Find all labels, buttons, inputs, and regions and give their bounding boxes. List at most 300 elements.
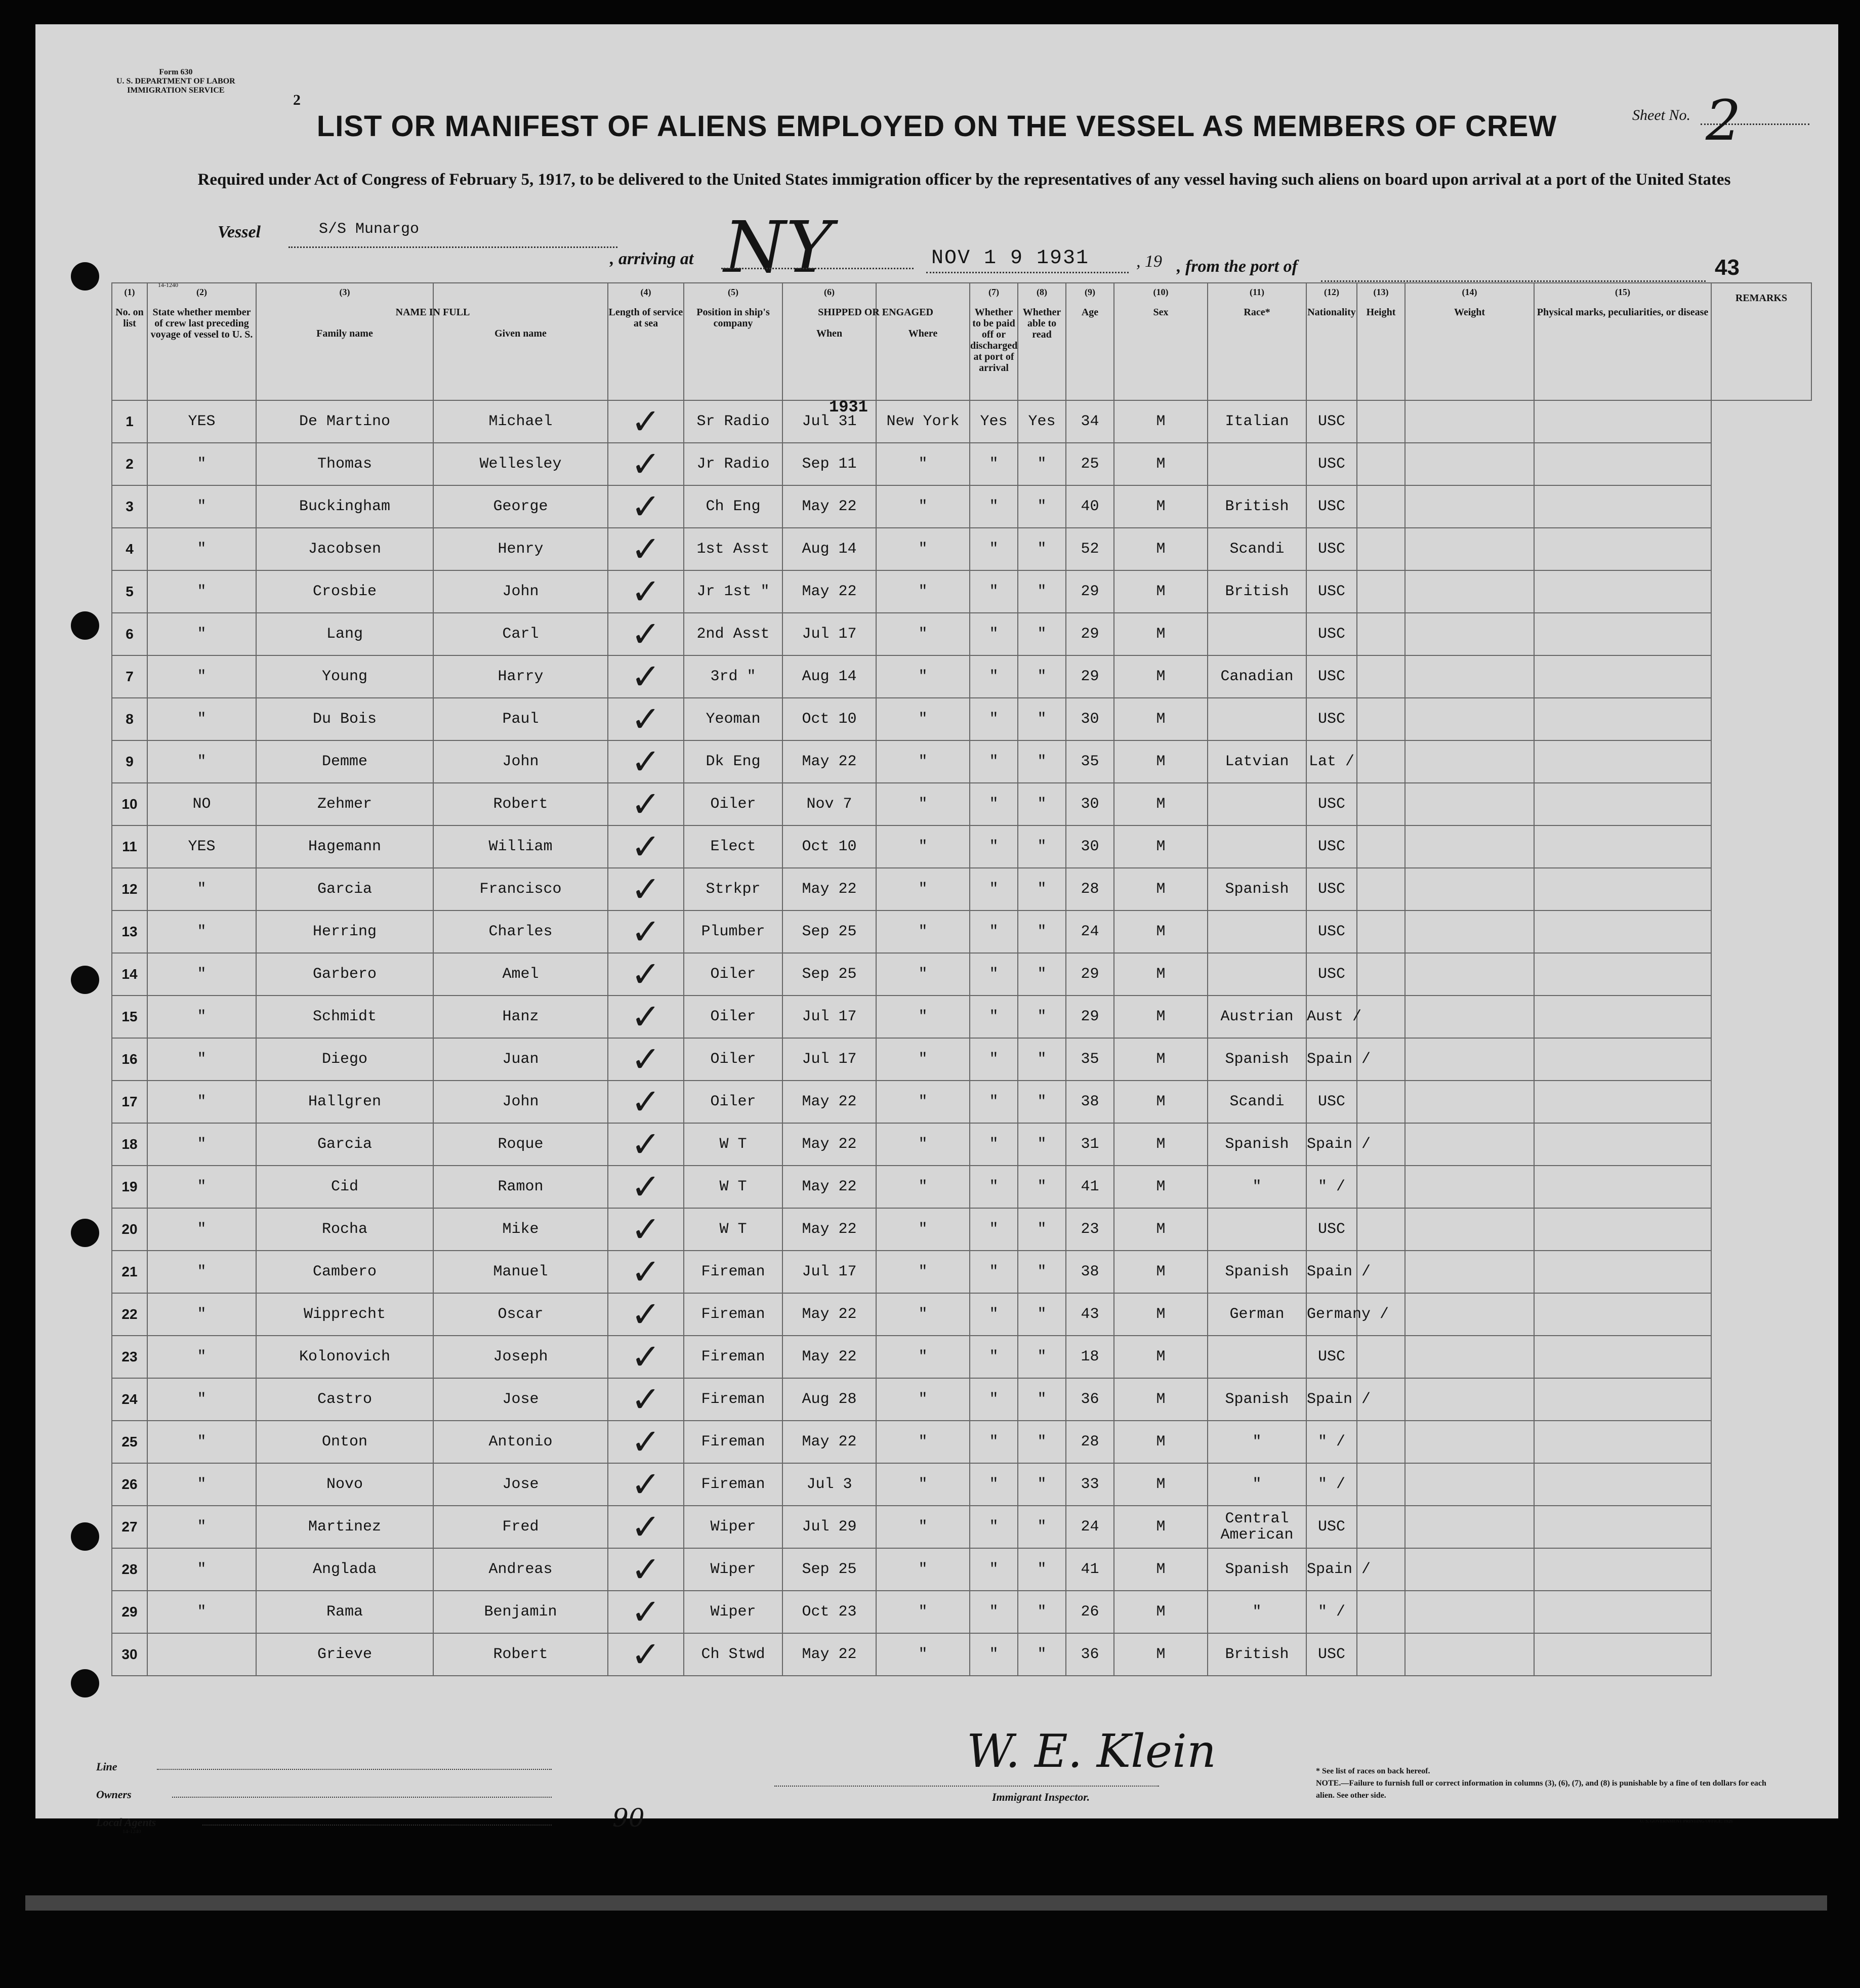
cell-given: Carl xyxy=(433,613,608,655)
cell-sex: M xyxy=(1114,613,1208,655)
service-checkmark: ✓ xyxy=(608,485,684,528)
cell-read: " xyxy=(1018,528,1066,570)
binder-hole xyxy=(71,611,99,640)
column-label: Race* xyxy=(1244,307,1270,318)
cell-nat: Germany / xyxy=(1306,1293,1357,1336)
cell-where: " xyxy=(876,1208,970,1251)
cell-family: Hallgren xyxy=(256,1081,433,1123)
cell-position: 2nd Asst xyxy=(684,613,782,655)
cell-no: 20 xyxy=(112,1208,147,1251)
cell-where: " xyxy=(876,1591,970,1633)
manifest-number: 43 xyxy=(1715,255,1740,280)
cell-sex: M xyxy=(1114,1591,1208,1633)
cell-family: Demme xyxy=(256,740,433,783)
cell-paid: " xyxy=(970,740,1018,783)
cell-where: " xyxy=(876,1463,970,1506)
cell-sex: M xyxy=(1114,1421,1208,1463)
cell-empty xyxy=(1357,1081,1405,1123)
cell-prev: " xyxy=(147,1038,256,1081)
form-number: Form 630 xyxy=(159,68,193,76)
column-sub-label: Family name xyxy=(316,328,373,339)
cell-read: " xyxy=(1018,868,1066,910)
cell-paid: " xyxy=(970,868,1018,910)
table-row xyxy=(112,1081,1811,1123)
cell-empty xyxy=(1357,1463,1405,1506)
service-checkmark: ✓ xyxy=(608,996,684,1038)
cell-family: Diego xyxy=(256,1038,433,1081)
cell-empty xyxy=(1534,1336,1711,1378)
cell-family: Grieve xyxy=(256,1633,433,1676)
cell-no: 21 xyxy=(112,1251,147,1293)
cell-prev: " xyxy=(147,1166,256,1208)
service-checkmark: ✓ xyxy=(608,1591,684,1633)
column-number: (1) xyxy=(124,287,135,297)
cell-empty xyxy=(1357,400,1405,443)
cell-prev: " xyxy=(147,1293,256,1336)
cell-read: " xyxy=(1018,1506,1066,1548)
table-row xyxy=(112,1591,1811,1633)
cell-given: Amel xyxy=(433,953,608,996)
cell-empty xyxy=(1405,613,1534,655)
cell-empty xyxy=(1357,910,1405,953)
department-name: U. S. DEPARTMENT OF LABOR xyxy=(116,77,235,86)
cell-age: 38 xyxy=(1066,1251,1114,1293)
column-number: (5) xyxy=(728,287,738,297)
cell-read: " xyxy=(1018,1421,1066,1463)
column-number: (3) xyxy=(339,287,350,297)
cell-when: Jul 17 xyxy=(782,996,876,1038)
cell-family: Rama xyxy=(256,1591,433,1633)
cell-age: 26 xyxy=(1066,1591,1114,1633)
cell-when: Oct 10 xyxy=(782,825,876,868)
binder-hole xyxy=(71,966,99,994)
cell-race xyxy=(1208,783,1306,825)
document-title: LIST OR MANIFEST OF ALIENS EMPLOYED ON THE VESSEL AS MEMBERS OF CREW xyxy=(316,110,1557,143)
service-checkmark: ✓ xyxy=(608,1378,684,1421)
cell-nat: USC xyxy=(1306,485,1357,528)
table-row xyxy=(112,1123,1811,1166)
cell-age: 35 xyxy=(1066,740,1114,783)
cell-position: 1st Asst xyxy=(684,528,782,570)
cell-family: Rocha xyxy=(256,1208,433,1251)
arrival-port-handwritten: NY xyxy=(724,206,833,289)
cell-empty xyxy=(1405,485,1534,528)
cell-nat: USC xyxy=(1306,655,1357,698)
cell-when: Oct 23 xyxy=(782,1591,876,1633)
column-number: (13) xyxy=(1373,287,1389,297)
cell-race: British xyxy=(1208,570,1306,613)
service-checkmark: ✓ xyxy=(608,1336,684,1378)
sheet-number-label: Sheet No. xyxy=(1632,107,1690,123)
cell-sex: M xyxy=(1114,528,1208,570)
cell-position: Elect xyxy=(684,825,782,868)
cell-no: 22 xyxy=(112,1293,147,1336)
column-header-5 xyxy=(684,283,782,400)
cell-given: Jose xyxy=(433,1463,608,1506)
cell-when: Aug 14 xyxy=(782,655,876,698)
cell-given: Jose xyxy=(433,1378,608,1421)
cell-age: 23 xyxy=(1066,1208,1114,1251)
cell-family: Schmidt xyxy=(256,996,433,1038)
cell-when: Jul 3 xyxy=(782,1463,876,1506)
cell-empty xyxy=(1357,825,1405,868)
signature-line xyxy=(774,1786,1159,1787)
column-header-6-2 xyxy=(876,283,970,400)
cell-empty xyxy=(1534,1378,1711,1421)
cell-empty xyxy=(1405,1506,1534,1548)
cell-empty xyxy=(1405,698,1534,740)
cell-no: 1 xyxy=(112,400,147,443)
cell-paid: " xyxy=(970,613,1018,655)
cell-empty xyxy=(1405,570,1534,613)
column-header-8 xyxy=(1018,283,1066,400)
cell-family: Jacobsen xyxy=(256,528,433,570)
cell-prev: NO xyxy=(147,783,256,825)
service-checkmark: ✓ xyxy=(608,868,684,910)
cell-sex: M xyxy=(1114,698,1208,740)
column-header-row xyxy=(112,283,1811,400)
cell-read: " xyxy=(1018,1633,1066,1676)
cell-when: May 22 xyxy=(782,1208,876,1251)
cell-nat: USC xyxy=(1306,1081,1357,1123)
arrival-date-stamp: NOV 1 9 1931 xyxy=(931,247,1090,270)
cell-prev: " xyxy=(147,910,256,953)
cell-nat: " / xyxy=(1306,1166,1357,1208)
cell-read: " xyxy=(1018,1336,1066,1378)
cell-empty xyxy=(1357,868,1405,910)
cell-empty xyxy=(1534,910,1711,953)
cell-race xyxy=(1208,953,1306,996)
cell-position: Oiler xyxy=(684,783,782,825)
cell-family: Zehmer xyxy=(256,783,433,825)
cell-empty xyxy=(1357,953,1405,996)
cell-read: " xyxy=(1018,570,1066,613)
column-header-3-1 xyxy=(256,283,470,400)
table-row xyxy=(112,443,1811,485)
cell-empty xyxy=(1534,698,1711,740)
cell-nat: USC xyxy=(1306,698,1357,740)
column-header-15 xyxy=(1534,283,1711,400)
cell-age: 25 xyxy=(1066,443,1114,485)
cell-no: 6 xyxy=(112,613,147,655)
column-header-2 xyxy=(147,283,256,400)
cell-position: Wiper xyxy=(684,1548,782,1591)
cell-no: 15 xyxy=(112,996,147,1038)
cell-where: " xyxy=(876,1251,970,1293)
cell-given: George xyxy=(433,485,608,528)
cell-race: Central American xyxy=(1208,1506,1306,1548)
cell-family: Garbero xyxy=(256,953,433,996)
cell-age: 43 xyxy=(1066,1293,1114,1336)
cell-race: " xyxy=(1208,1421,1306,1463)
cell-when: Jul 17 xyxy=(782,1251,876,1293)
table-row xyxy=(112,400,1811,443)
cell-age: 31 xyxy=(1066,1123,1114,1166)
column-number: (11) xyxy=(1250,287,1264,297)
cell-read: " xyxy=(1018,996,1066,1038)
cell-empty xyxy=(1357,655,1405,698)
vessel-name: S/S Munargo xyxy=(319,221,420,238)
cell-age: 34 xyxy=(1066,400,1114,443)
cell-empty xyxy=(1534,868,1711,910)
service-checkmark: ✓ xyxy=(608,1166,684,1208)
cell-given: Oscar xyxy=(433,1293,608,1336)
cell-nat: Spain / xyxy=(1306,1038,1357,1081)
cell-race: Spanish xyxy=(1208,1038,1306,1081)
binder-hole xyxy=(71,1219,99,1247)
cell-nat: " / xyxy=(1306,1591,1357,1633)
cell-race: " xyxy=(1208,1463,1306,1506)
cell-when: Nov 7 xyxy=(782,783,876,825)
cell-where: " xyxy=(876,1506,970,1548)
service-checkmark: ✓ xyxy=(608,1038,684,1081)
cell-race: Spanish xyxy=(1208,1251,1306,1293)
cell-nat: USC xyxy=(1306,443,1357,485)
cell-family: Novo xyxy=(256,1463,433,1506)
cell-sex: M xyxy=(1114,1038,1208,1081)
cell-paid: " xyxy=(970,910,1018,953)
cell-empty xyxy=(1357,996,1405,1038)
cell-no: 29 xyxy=(112,1591,147,1633)
cell-read: " xyxy=(1018,1038,1066,1081)
cell-empty xyxy=(1534,996,1711,1038)
cell-position: Ch Eng xyxy=(684,485,782,528)
cell-paid: " xyxy=(970,996,1018,1038)
cell-empty xyxy=(1405,655,1534,698)
cell-paid: " xyxy=(970,1081,1018,1123)
cell-where: " xyxy=(876,528,970,570)
cell-position: Yeoman xyxy=(684,698,782,740)
cell-nat: USC xyxy=(1306,570,1357,613)
footer-labels xyxy=(96,1753,156,1836)
cell-read: " xyxy=(1018,740,1066,783)
cell-empty xyxy=(1534,1548,1711,1591)
column-label: Age xyxy=(1081,307,1099,318)
cell-position: W T xyxy=(684,1208,782,1251)
cell-when: Sep 25 xyxy=(782,953,876,996)
cell-where: " xyxy=(876,868,970,910)
cell-paid: " xyxy=(970,570,1018,613)
cell-paid: " xyxy=(970,1123,1018,1166)
cell-nat: " / xyxy=(1306,1463,1357,1506)
table-row xyxy=(112,485,1811,528)
line-dotted-line xyxy=(157,1769,552,1770)
cell-empty xyxy=(1405,443,1534,485)
cell-given: John xyxy=(433,740,608,783)
cell-paid: " xyxy=(970,825,1018,868)
cell-paid: " xyxy=(970,443,1018,485)
cell-paid: " xyxy=(970,1548,1018,1591)
cell-read: " xyxy=(1018,1293,1066,1336)
cell-read: " xyxy=(1018,1591,1066,1633)
service-checkmark: ✓ xyxy=(608,1421,684,1463)
cell-empty xyxy=(1357,570,1405,613)
cell-given: Andreas xyxy=(433,1548,608,1591)
column-label: No. on list xyxy=(115,307,144,329)
cell-given: Charles xyxy=(433,910,608,953)
form-identifier xyxy=(116,68,235,95)
cell-no: 25 xyxy=(112,1421,147,1463)
service-checkmark: ✓ xyxy=(608,1081,684,1123)
cell-race xyxy=(1208,698,1306,740)
cell-paid: " xyxy=(970,1633,1018,1676)
cell-age: 40 xyxy=(1066,485,1114,528)
cell-read: " xyxy=(1018,953,1066,996)
owners-label: Owners xyxy=(96,1788,132,1801)
cell-empty xyxy=(1534,783,1711,825)
cell-prev: " xyxy=(147,1378,256,1421)
from-port-dotted-line xyxy=(1321,280,1706,282)
table-row xyxy=(112,1378,1811,1421)
cell-prev: " xyxy=(147,953,256,996)
cell-race: Spanish xyxy=(1208,1378,1306,1421)
cell-empty xyxy=(1405,1336,1534,1378)
cell-when: Jul 17 xyxy=(782,1038,876,1081)
service-checkmark: ✓ xyxy=(608,783,684,825)
cell-race: " xyxy=(1208,1591,1306,1633)
document-subtitle: Required under Act of Congress of February 5, 1917, to be delivered to the United States immigration officer by the representatives of any vessel having such aliens on board upon arrival at a port of the United States xyxy=(197,171,1731,189)
cell-age: 30 xyxy=(1066,783,1114,825)
cell-when: May 22 xyxy=(782,1633,876,1676)
line-label: Line xyxy=(96,1760,117,1773)
cell-empty xyxy=(1357,613,1405,655)
owners-dotted-line xyxy=(172,1797,552,1798)
cell-sex: M xyxy=(1114,485,1208,528)
cell-empty xyxy=(1405,1251,1534,1293)
cell-no: 2 xyxy=(112,443,147,485)
cell-prev: " xyxy=(147,868,256,910)
cell-race: German xyxy=(1208,1293,1306,1336)
cell-family: Herring xyxy=(256,910,433,953)
column-label: Nationality xyxy=(1307,307,1356,318)
cell-prev: " xyxy=(147,1548,256,1591)
cell-sex: M xyxy=(1114,740,1208,783)
cell-race: Austrian xyxy=(1208,996,1306,1038)
table-row xyxy=(112,1633,1811,1676)
cell-empty xyxy=(1534,1633,1711,1676)
cell-sex: M xyxy=(1114,783,1208,825)
table-row xyxy=(112,613,1811,655)
column-header-12 xyxy=(1306,283,1357,400)
table-row xyxy=(112,910,1811,953)
cell-nat: Aust / xyxy=(1306,996,1357,1038)
cell-nat: USC xyxy=(1306,1336,1357,1378)
cell-family: Young xyxy=(256,655,433,698)
cell-position: Fireman xyxy=(684,1421,782,1463)
cell-given: Manuel xyxy=(433,1251,608,1293)
cell-prev: " xyxy=(147,1208,256,1251)
column-group-label: NAME IN FULL xyxy=(395,307,470,318)
cell-position: Ch Stwd xyxy=(684,1633,782,1676)
cell-read: " xyxy=(1018,698,1066,740)
cell-sex: M xyxy=(1114,1293,1208,1336)
cell-no: 3 xyxy=(112,485,147,528)
cell-empty xyxy=(1534,1591,1711,1633)
cell-empty xyxy=(1357,1336,1405,1378)
cell-when: Aug 28 xyxy=(782,1378,876,1421)
cell-when: May 22 xyxy=(782,1421,876,1463)
column-label: Weight xyxy=(1454,307,1485,318)
cell-family: Martinez xyxy=(256,1506,433,1548)
form-prefix-number: 2 xyxy=(293,92,301,108)
cell-empty xyxy=(1405,1081,1534,1123)
cell-no: 9 xyxy=(112,740,147,783)
cell-race: Scandi xyxy=(1208,528,1306,570)
service-checkmark: ✓ xyxy=(608,400,684,443)
cell-given: Antonio xyxy=(433,1421,608,1463)
cell-read: " xyxy=(1018,485,1066,528)
manifest-sheet xyxy=(35,24,1838,1835)
cell-empty xyxy=(1405,868,1534,910)
column-number: (9) xyxy=(1085,287,1095,297)
cell-no: 4 xyxy=(112,528,147,570)
cell-age: 29 xyxy=(1066,996,1114,1038)
cell-empty xyxy=(1534,1038,1711,1081)
table-row xyxy=(112,528,1811,570)
cell-sex: M xyxy=(1114,1336,1208,1378)
cell-where: " xyxy=(876,825,970,868)
cell-position: W T xyxy=(684,1166,782,1208)
cell-no: 10 xyxy=(112,783,147,825)
table-row xyxy=(112,570,1811,613)
cell-sex: M xyxy=(1114,825,1208,868)
cell-age: 24 xyxy=(1066,1506,1114,1548)
cell-race xyxy=(1208,1208,1306,1251)
cell-read: " xyxy=(1018,1123,1066,1166)
cell-where: " xyxy=(876,1336,970,1378)
cell-empty xyxy=(1405,740,1534,783)
cell-position: Fireman xyxy=(684,1251,782,1293)
column-number: (4) xyxy=(640,287,651,297)
inspector-label: Immigrant Inspector. xyxy=(992,1791,1090,1803)
cell-prev: " xyxy=(147,1251,256,1293)
cell-given: Hanz xyxy=(433,996,608,1038)
cell-where: " xyxy=(876,1548,970,1591)
scan-shadow-bar xyxy=(25,1895,1827,1911)
cell-empty xyxy=(1405,528,1534,570)
cell-empty xyxy=(1534,1166,1711,1208)
cell-race: Scandi xyxy=(1208,1081,1306,1123)
cell-empty xyxy=(1405,1378,1534,1421)
cell-prev: " xyxy=(147,740,256,783)
cell-empty xyxy=(1534,1506,1711,1548)
cell-nat: USC xyxy=(1306,1633,1357,1676)
cell-where: " xyxy=(876,1166,970,1208)
cell-race: British xyxy=(1208,1633,1306,1676)
cell-paid: " xyxy=(970,953,1018,996)
cell-position: Fireman xyxy=(684,1463,782,1506)
cell-position: Wiper xyxy=(684,1591,782,1633)
service-checkmark: ✓ xyxy=(608,1251,684,1293)
cell-nat: USC xyxy=(1306,1208,1357,1251)
cell-prev: " xyxy=(147,443,256,485)
cell-empty xyxy=(1405,910,1534,953)
column-sub-label: Given name xyxy=(494,328,547,339)
binder-hole xyxy=(71,1669,99,1697)
shipped-year: 1931 xyxy=(829,398,868,417)
cell-position: Jr Radio xyxy=(684,443,782,485)
cell-nat: USC xyxy=(1306,868,1357,910)
cell-given: Benjamin xyxy=(433,1591,608,1633)
column-number: (8) xyxy=(1037,287,1047,297)
service-checkmark: ✓ xyxy=(608,953,684,996)
cell-empty xyxy=(1405,1463,1534,1506)
service-checkmark: ✓ xyxy=(608,1293,684,1336)
local-agents-label: Local Agents xyxy=(96,1816,156,1829)
binder-hole xyxy=(71,262,99,291)
cell-given: Joseph xyxy=(433,1336,608,1378)
service-name: IMMIGRATION SERVICE xyxy=(127,86,225,95)
